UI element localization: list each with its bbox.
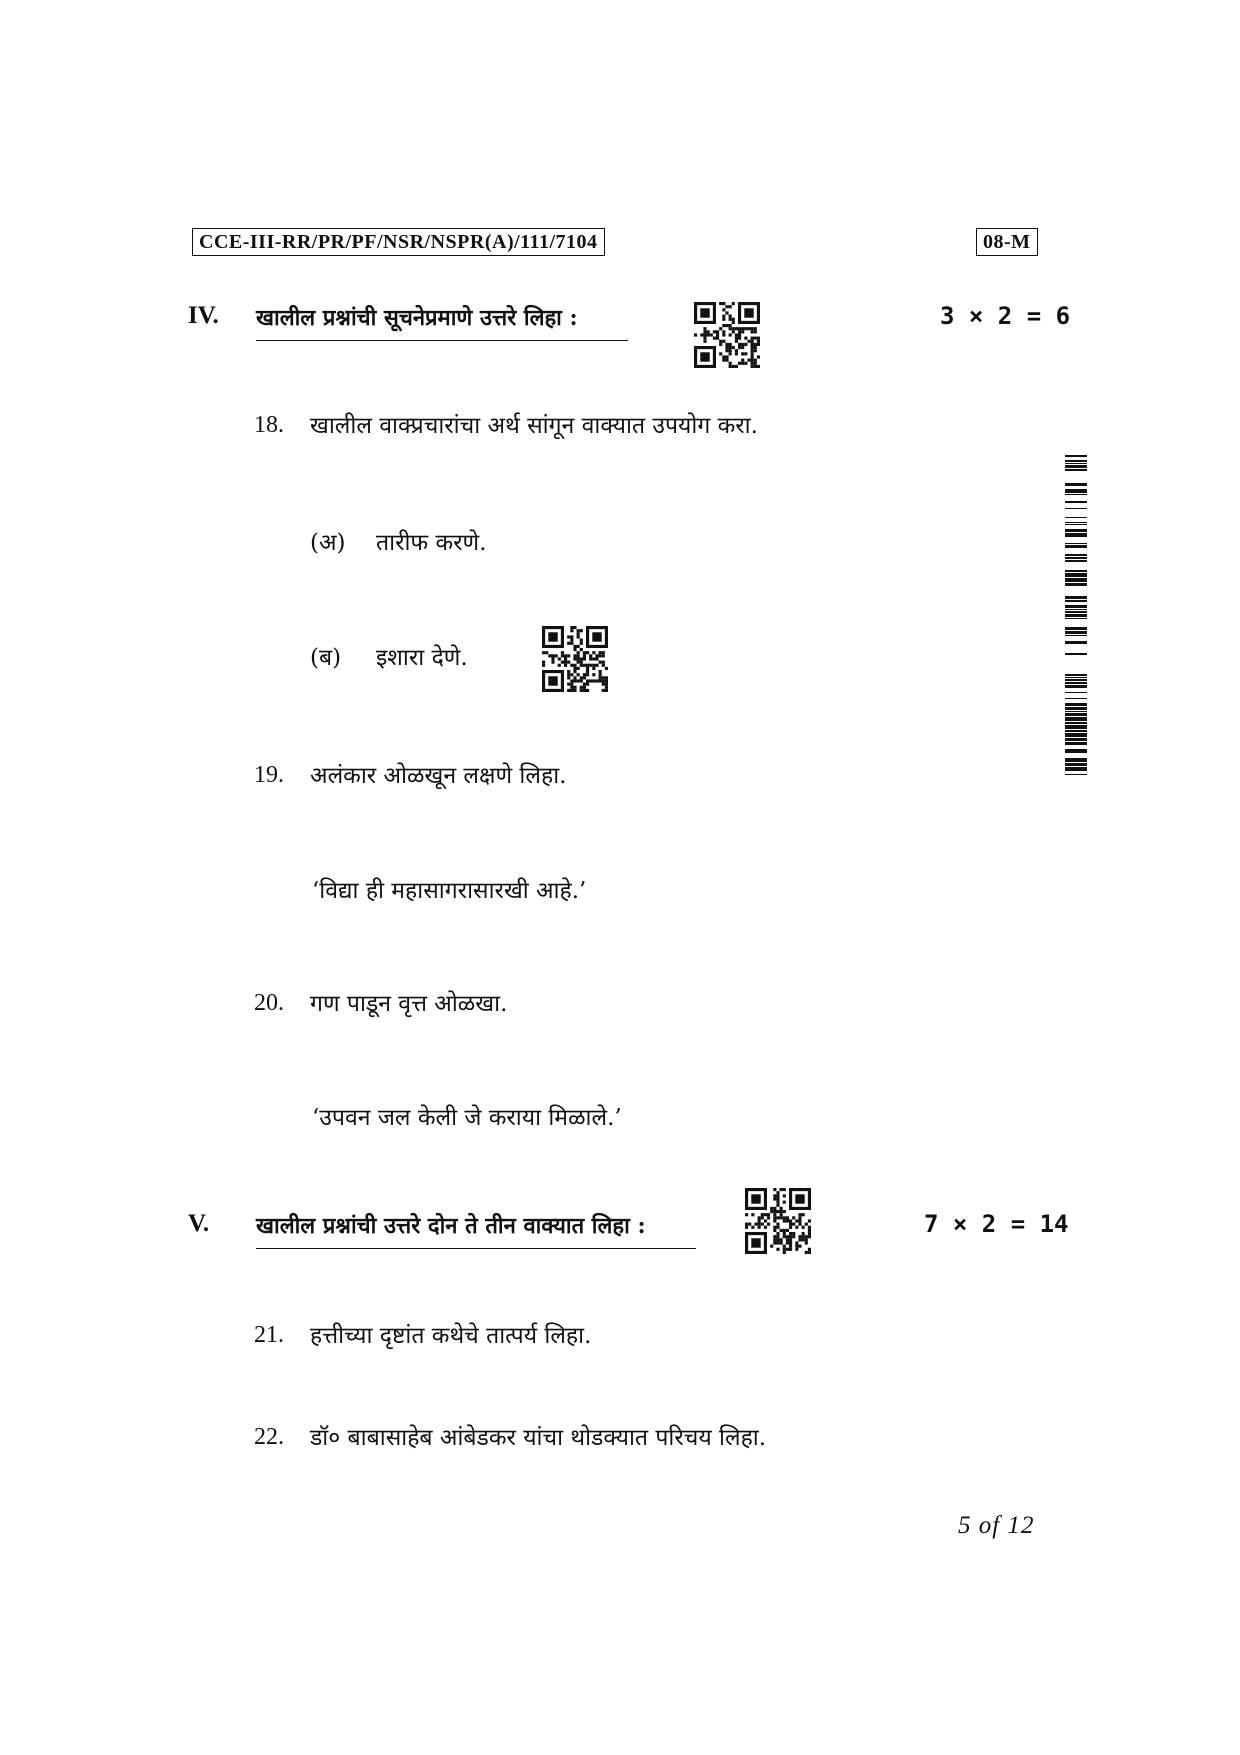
- option-a-text: तारीफ करणे.: [376, 530, 487, 556]
- question-22-number: 22.: [254, 1424, 284, 1450]
- question-18-text: खालील वाक्प्रचारांचा अर्थ सांगून वाक्यात उपयोग करा.: [310, 413, 758, 439]
- question-18-number: 18.: [254, 412, 284, 438]
- option-a-label: (अ): [310, 530, 346, 556]
- paper-code: CCE-III-RR/PR/PF/NSR/NSPR(A)/111/7104: [192, 228, 605, 256]
- question-20-text: गण पाडून वृत्त ओळखा.: [310, 991, 508, 1017]
- option-b-label: (ब): [310, 645, 342, 671]
- qr-code-icon: [745, 1188, 811, 1258]
- question-20-number: 20.: [254, 990, 284, 1016]
- page-number: 5 of 12: [958, 1512, 1035, 1539]
- section-v-marks: 7 × 2 = 14: [924, 1210, 1069, 1238]
- option-b-text: इशारा देणे.: [376, 645, 468, 671]
- section-v-number: V.: [188, 1210, 210, 1237]
- qr-code-icon: [542, 626, 608, 696]
- section-iv-title: खालील प्रश्नांची सूचनेप्रमाणे उत्तरे लिहा :: [256, 302, 628, 341]
- question-21-number: 21.: [254, 1322, 284, 1348]
- section-iv-number: IV.: [188, 302, 219, 329]
- section-iv-marks: 3 × 2 = 6: [940, 302, 1071, 330]
- question-19-number: 19.: [254, 762, 284, 788]
- section-v-title: खालील प्रश्नांची उत्तरे दोन ते तीन वाक्यात लिहा :: [256, 1210, 696, 1249]
- barcode-icon: [1065, 455, 1087, 779]
- question-22-text: डॉ० बाबासाहेब आंबेडकर यांचा थोडक्यात परिचय लिहा.: [310, 1425, 767, 1451]
- paper-id-badge: 08-M: [976, 228, 1038, 256]
- question-21-text: हत्तीच्या दृष्टांत कथेचे तात्पर्य लिहा.: [310, 1323, 592, 1349]
- question-19-text: अलंकार ओळखून लक्षणे लिहा.: [310, 763, 567, 789]
- question-20-quote: ‘उपवन जल केली जे कराया मिळाले.’: [312, 1105, 622, 1131]
- question-19-quote: ‘विद्या ही महासागरासारखी आहे.’: [312, 878, 587, 904]
- qr-code-icon: [694, 302, 760, 372]
